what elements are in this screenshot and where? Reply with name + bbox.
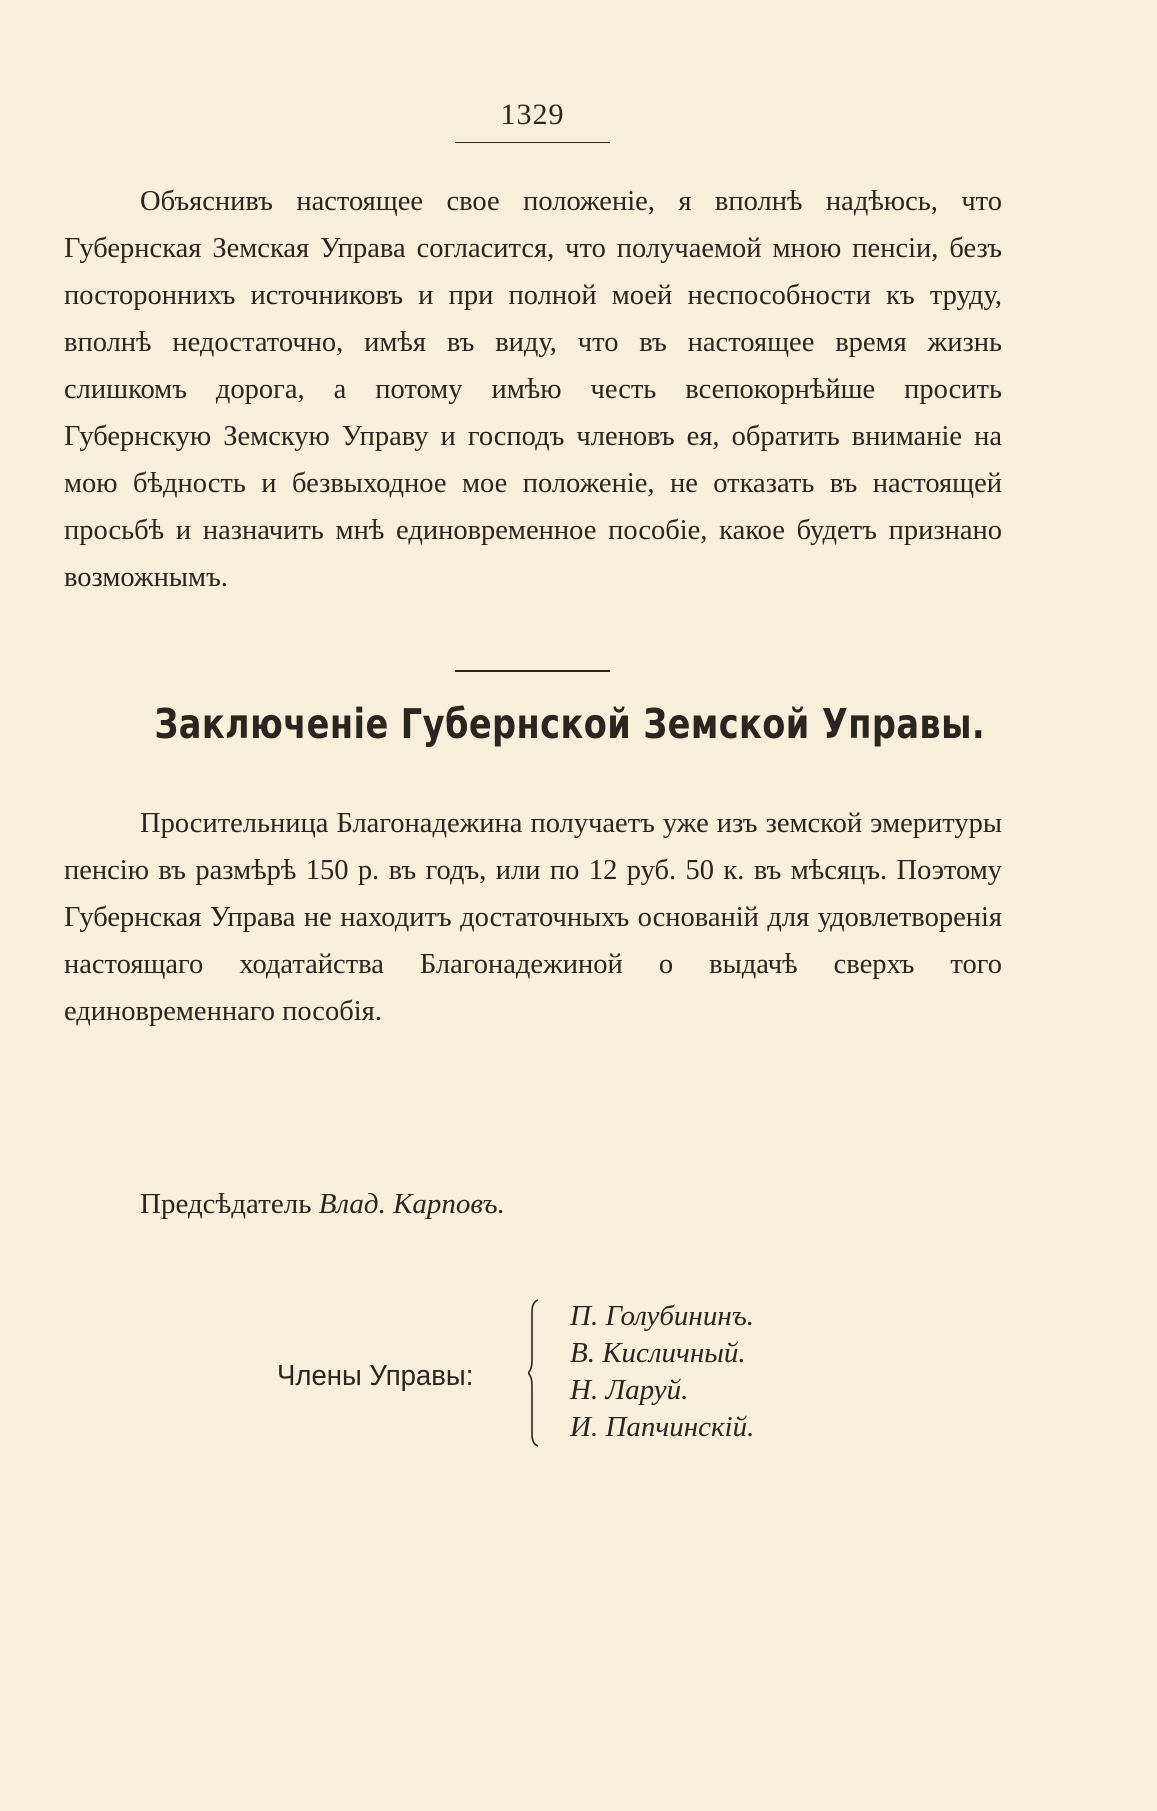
member-name: Н. Ларуй. [570,1374,689,1406]
conclusion-paragraph [64,800,1002,1035]
chairman-title: Предсѣдатель [140,1188,312,1220]
petition-paragraph [64,178,1002,601]
member-name: И. Папчинскій. [570,1411,755,1443]
members-brace [528,1298,542,1448]
members-list [570,1298,754,1446]
members-label: Члены Управы: [277,1360,474,1392]
section-divider [455,670,610,672]
chairman-name: Влад. Карповъ. [318,1188,505,1220]
member-name: П. Голубининъ. [570,1300,755,1332]
section-heading: Заключеніе Губернской Земской Управы. [154,700,986,748]
page-number: 1329 [500,98,565,131]
petition-text: Объяснивъ настоящее свое положеніе, я вполнѣ надѣюсь, что Губернская Земская Управа согласится, что получаемой мною пенсіи, безъ постороннихъ источниковъ и при полной моей неспособности къ труду, вполнѣ недостаточно, имѣя въ виду, что въ настоящее время жизнь слишкомъ дорога, а потому имѣю честь всепокорнѣйше просить Губернскую Земскую Управу и господъ членовъ ея, обратить вниманіе на мою бѣдность и безвыходное мое положеніе, не отказать въ настоящей просьбѣ и назначить мнѣ единовременное пособіе, какое будетъ признано возможнымъ. [64,186,1002,593]
conclusion-text: Просительница Благонадежина получаетъ уже изъ земской эмеритуры пенсію въ размѣрѣ 150 р. въ годъ, или по 12 руб. 50 к. въ мѣсяцъ. Поэтому Губернская Управа не находитъ достаточныхъ основаній для удовлетворенія настоящаго ходатайства Благонадежиной о выдачѣ сверхъ того единовременнаго пособія. [64,808,1002,1027]
page-number-rule [455,142,610,143]
chairman-signature-line [140,1188,505,1221]
member-name: В. Кисличный. [570,1337,746,1369]
